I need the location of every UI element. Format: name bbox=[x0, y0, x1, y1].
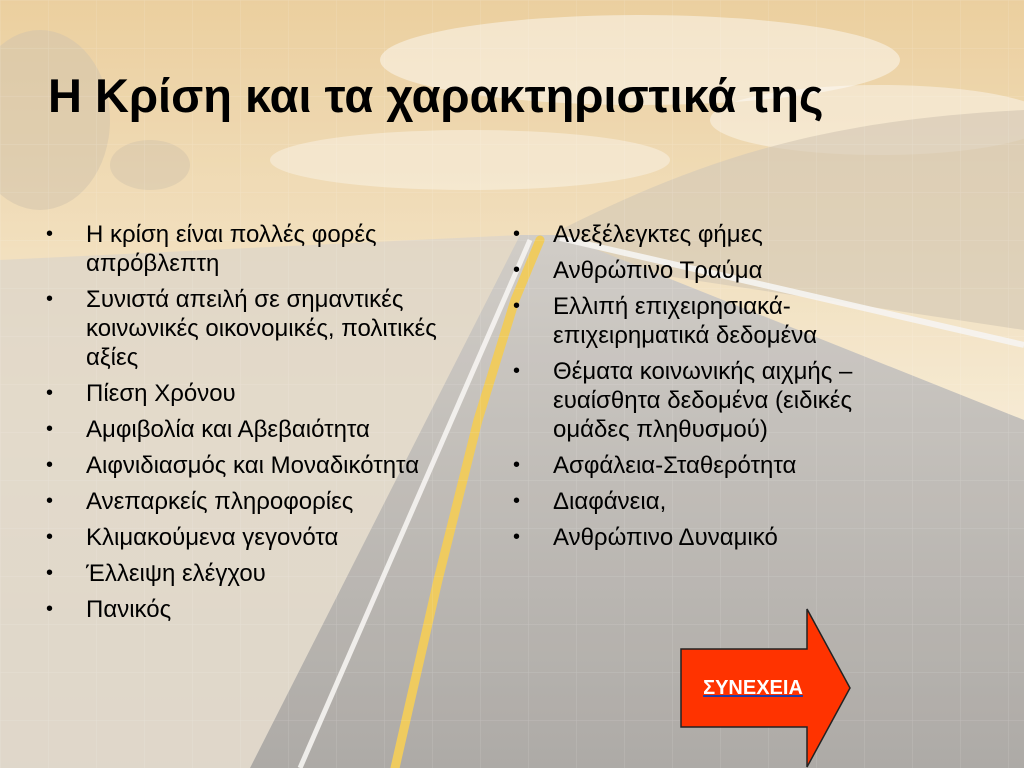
list-item: • Ανεπαρκείς πληροφορίες bbox=[46, 487, 486, 516]
list-item: • Η κρίση είναι πολλές φορές απρόβλεπτη bbox=[46, 220, 486, 278]
list-item: • Πίεση Χρόνου bbox=[46, 379, 486, 408]
list-item: • Ανεξέλεγκτες φήμες bbox=[513, 220, 923, 249]
slide-title: Η Κρίση και τα χαρακτηριστικά της bbox=[48, 69, 824, 122]
list-item: • Πανικός bbox=[46, 595, 486, 624]
list-item: • Διαφάνεια, bbox=[513, 487, 923, 516]
list-item: • Αμφιβολία και Αβεβαιότητα bbox=[46, 415, 486, 444]
list-item: • Ασφάλεια-Σταθερότητα bbox=[513, 451, 923, 480]
list-item: • Κλιμακούμενα γεγονότα bbox=[46, 523, 486, 552]
continue-button-label: ΣΥΝΕΧΕΙΑ bbox=[703, 677, 803, 699]
continue-button[interactable] bbox=[680, 608, 852, 768]
list-item: • Θέματα κοινωνικής αιχμής – ευαίσθητα δεδομένα (ειδικές ομάδες πληθυσμού) bbox=[513, 357, 923, 444]
list-item: • Αιφνιδιασμός και Μοναδικότητα bbox=[46, 451, 486, 480]
list-item: • Ανθρώπινο Τραύμα bbox=[513, 256, 923, 285]
list-item: • Ελλιπή επιχειρησιακά- επιχειρηματικά δεδομένα bbox=[513, 292, 923, 350]
left-bullet-list bbox=[46, 220, 486, 631]
right-bullet-list bbox=[513, 220, 923, 559]
list-item: • Ανθρώπινο Δυναμικό bbox=[513, 523, 923, 552]
list-item: • Έλλειψη ελέγχου bbox=[46, 559, 486, 588]
list-item: • Συνιστά απειλή σε σημαντικές κοινωνικές οικονομικές, πολιτικές αξίες bbox=[46, 285, 486, 372]
